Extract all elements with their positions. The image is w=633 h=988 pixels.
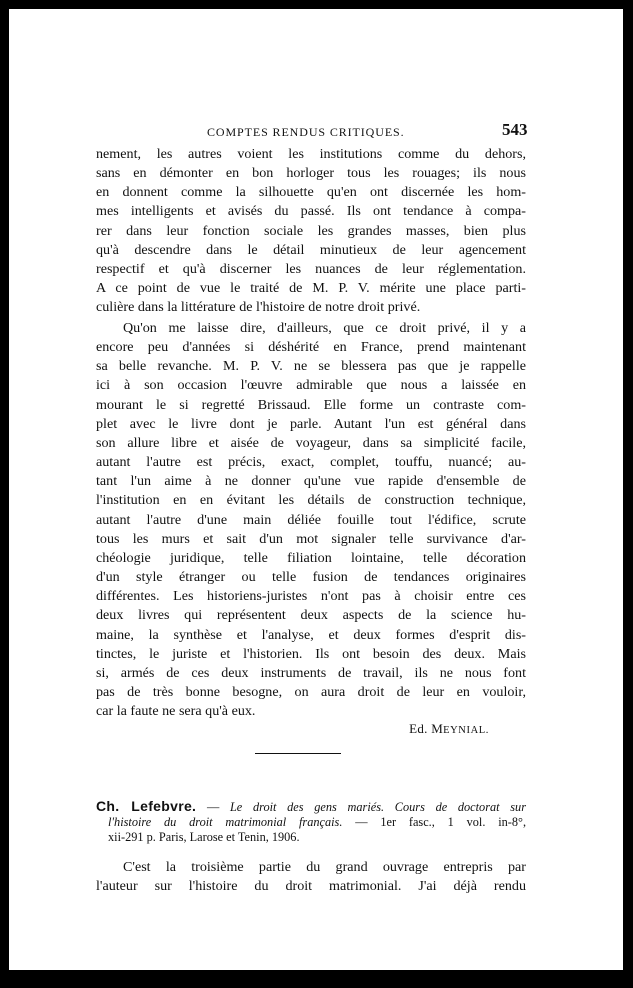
book-page <box>9 9 623 970</box>
text-line: son allure libre et aisée de voyageur, dans sa simplicité facile, <box>96 434 526 451</box>
paragraph <box>96 319 526 721</box>
page-number: 543 <box>502 120 528 139</box>
section-divider <box>255 753 341 754</box>
book-details-part1: — 1er fasc., 1 vol. in-8°, <box>342 815 527 829</box>
text-line: rer dans leur fonction sociale les grandes masses, bien plus <box>96 222 526 239</box>
text-line: tant l'un aime à ne donner qu'une vue rapide d'ensemble de <box>96 473 526 490</box>
text-line: tinctes, le juriste et l'historien. Ils ont besoin des deux. Mais <box>96 645 526 662</box>
text-line: en donnent comme la silhouette qu'en ont discernée les hom- <box>96 184 526 201</box>
book-title-part1: Le droit des gens mariés. Cours de doctorat sur <box>229 800 526 814</box>
text-line: autant l'autre d'une main déliée fouille tout l'édifice, scrute <box>96 511 526 528</box>
review-citation <box>96 799 526 845</box>
text-line: chéologie juridique, telle filiation lointaine, telle décoration <box>96 549 526 566</box>
text-line: différentes. Les historiens-juristes n'ont pas à choisir entre ces <box>96 588 526 605</box>
text-line: mourant le si regretté Brissaud. Elle forme un contraste com- <box>96 396 526 413</box>
citation-dash: — <box>196 800 230 814</box>
text-line: plet avec le livre dont je parle. Autant l'un est général dans <box>96 415 526 432</box>
book-details-part2: xii-291 p. Paris, Larose et Tenin, 1906. <box>108 830 300 844</box>
text-line: l'institution en en évitant les détails de construction technique, <box>96 492 526 509</box>
text-line: qu'à descendre dans le détail minutieux de leur agencement <box>96 241 526 258</box>
paragraph-continued <box>96 145 526 317</box>
text-line: nement, les autres voient les institutions comme du dehors, <box>96 146 526 162</box>
paragraph-review <box>96 858 526 896</box>
text-line: A ce point de vue le traité de M. P. V. mérite une place parti- <box>96 280 526 297</box>
text-line: sans en démonter en bon horloger tous les rouages; ils nous <box>96 165 526 182</box>
text-line: tous les murs et sait d'un mot signaler telle survivance d'ar- <box>96 530 526 547</box>
text-line: l'auteur sur l'histoire du droit matrimonial. J'ai déjà rendu <box>96 878 526 895</box>
text-line: culière dans la littérature de l'histoire de notre droit privé. <box>96 299 421 316</box>
text-line: Qu'on me laisse dire, d'ailleurs, que ce droit privé, il y a <box>123 320 526 336</box>
signature-rest: EYNIAL. <box>443 725 489 736</box>
text-line: d'un style étranger ou telle fusion de tendances originaires <box>96 569 526 586</box>
page-header <box>9 120 623 140</box>
text-line: ici à son occasion l'œuvre admirable que nous a laissée en <box>96 377 526 394</box>
text-line: pas de très bonne besogne, on aura droit de leur en vouloir, <box>96 683 526 700</box>
text-line: maine, la synthèse et l'analyse, et deux formes d'esprit dis- <box>96 626 526 643</box>
text-line: respectif et qu'à discerner les nuances de leur réglementation. <box>96 260 526 277</box>
book-title-part2: l'histoire du droit matrimonial français. <box>108 815 343 829</box>
running-head: COMPTES RENDUS CRITIQUES. <box>207 125 405 139</box>
text-line: mes intelligents et avisés du passé. Ils ont tendance à compa- <box>96 203 526 220</box>
text-line: deux livres qui représentent deux aspects de la science hu- <box>96 607 526 624</box>
text-line: encore peu d'années si déshérité en France, prend maintenant <box>96 339 526 356</box>
text-line: C'est la troisième partie du grand ouvrage entrepris par <box>123 859 526 875</box>
text-line: sa belle revanche. M. P. V. ne se blessera pas que je rappelle <box>96 358 526 375</box>
signature-initial: Ed. M <box>409 721 444 736</box>
text-line: si, armés de ces deux instruments de travail, ils ne nous font <box>96 664 526 681</box>
reviewed-author: Ch. Lefebvre. <box>96 798 197 814</box>
author-signature <box>369 721 489 737</box>
text-line: car la faute ne sera qu'à eux. <box>96 703 256 720</box>
text-line: autant l'autre est précis, exact, complet, touffu, nuancé; au- <box>96 454 526 471</box>
